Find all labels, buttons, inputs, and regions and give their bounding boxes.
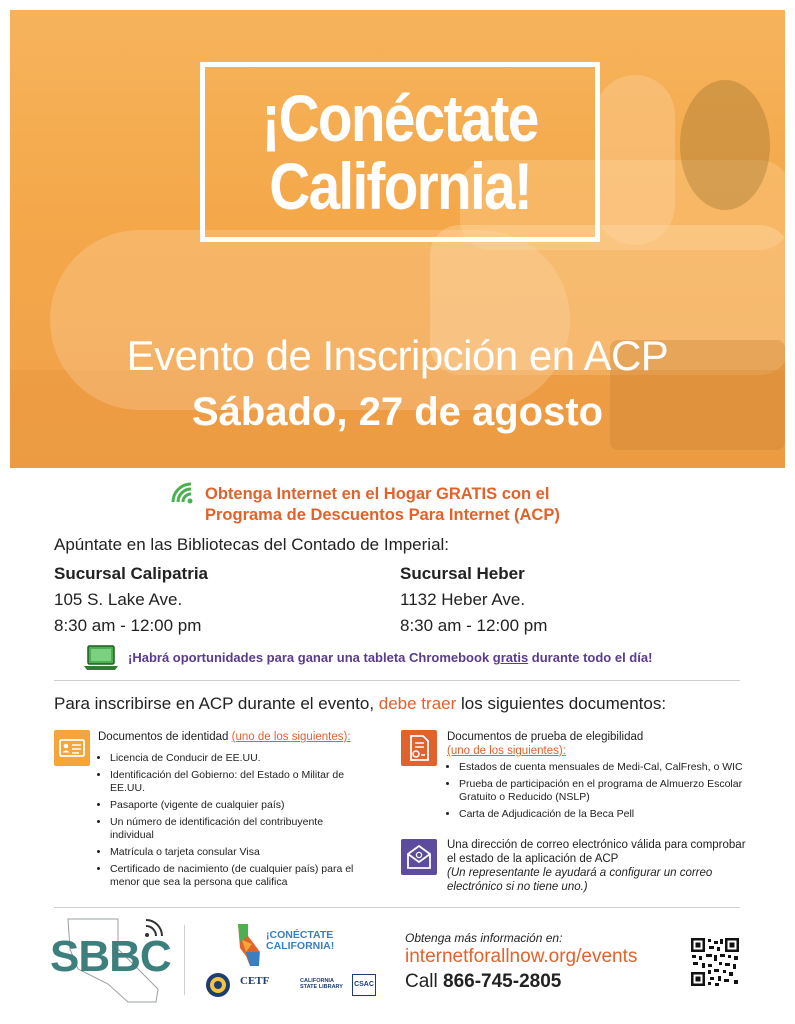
list-item: • Un número de identificación del contribuyente individual: [110, 816, 368, 842]
email-requirement: [447, 838, 747, 894]
state-seal-icon: [205, 972, 231, 998]
list-item: • Pasaporte (vigente de cualquier país): [110, 799, 368, 812]
list-item: • Identificación del Gobierno: del Estado o Militar de EE.UU.: [110, 769, 368, 795]
branch-address: 105 S. Lake Ave.: [54, 590, 183, 609]
divider-bottom: [54, 907, 740, 908]
cc-logo-line-2: CALIFORNIA!: [266, 940, 335, 952]
eligibility-title-sub: (uno de los siguientes):: [447, 745, 566, 757]
csac-logo: CSAC: [352, 974, 376, 996]
plant-shape: [680, 80, 770, 210]
conectate-california-logo-text: [266, 930, 334, 952]
email-requirement-note: (Un representante le ayudará a configurar un correo electrónico si no tiene uno.): [447, 867, 713, 893]
documents-heading: [54, 694, 666, 714]
branch-hours: 8:30 am - 12:00 pm: [54, 616, 202, 635]
chromebook-text-free: gratis: [492, 650, 529, 665]
documents-heading-after: los siguientes documentos:: [456, 694, 667, 713]
eligibility-documents-list: [447, 761, 747, 825]
csl-line-2: STATE LIBRARY: [300, 984, 343, 990]
email-icon: [401, 839, 437, 875]
identity-documents-list: [98, 752, 368, 893]
promo-text: [205, 484, 645, 526]
id-card-icon: [54, 730, 90, 766]
branch-hours: 8:30 am - 12:00 pm: [400, 616, 548, 635]
branch-name: Sucursal Calipatria: [54, 564, 209, 583]
divider-top: [54, 680, 740, 681]
event-title: Evento de Inscripción en ACP: [126, 332, 669, 379]
branch-address: 1132 Heber Ave.: [400, 590, 526, 609]
title-line-2: California!: [269, 149, 531, 223]
title-box: [200, 62, 600, 242]
chromebook-text: [128, 650, 652, 665]
conectate-california-logo-icon: [234, 922, 264, 968]
intro-text: Apúntate en las Bibliotecas del Contado de Imperial:: [54, 535, 450, 554]
list-item: • Matrícula o tarjeta consular Visa: [110, 846, 368, 859]
document-certificate-icon: [401, 730, 437, 766]
documents-heading-highlight: debe traer: [378, 694, 457, 713]
documents-heading-before: Para inscribirse en ACP durante el evento,: [54, 694, 379, 713]
qr-code-icon[interactable]: [690, 937, 740, 987]
identity-title-sub: (uno de los siguientes):: [231, 731, 351, 743]
eligibility-title-text: Documentos de prueba de elegibilidad: [447, 731, 644, 743]
branch-calipatria: [54, 561, 208, 639]
phone-number[interactable]: [405, 971, 561, 993]
chromebook-text-after: durante todo el día!: [528, 650, 653, 665]
chromebook-text-before: ¡Habrá oportunidades para ganar una tableta Chromebook: [128, 650, 493, 665]
info-label: Obtenga más información en:: [405, 931, 563, 945]
branch-heber: [400, 561, 547, 639]
promo-line-1: Obtenga Internet en el Hogar GRATIS con el: [205, 485, 550, 503]
event-date: Sábado, 27 de agosto: [191, 390, 604, 434]
footer-separator: [184, 925, 185, 995]
hero-banner: [10, 10, 785, 468]
cc-logo-line-1: ¡CONÉCTATE: [266, 929, 334, 941]
girl-shape: [50, 230, 570, 410]
events-url-link[interactable]: internetforallnow.org/events: [405, 946, 638, 967]
cetf-logo: CETF: [240, 975, 270, 987]
list-item: • Prueba de participación en el programa de Almuerzo Escolar Gratuito o Reducido (NSLP): [459, 778, 747, 804]
california-state-library-logo: [300, 978, 343, 990]
identity-title-text: Documentos de identidad: [98, 731, 232, 743]
branch-name: Sucursal Heber: [400, 564, 525, 583]
list-item: • Estados de cuenta mensuales de Medi-Cal, CalFresh, o WIC: [459, 761, 747, 774]
list-item: • Carta de Adjudicación de la Beca Pell: [459, 808, 747, 821]
eligibility-documents-title: [447, 730, 643, 758]
wifi-icon: [170, 481, 198, 505]
list-item: • Licencia de Conducir de EE.UU.: [110, 752, 368, 765]
email-requirement-text: Una dirección de correo electrónico válida para comprobar el estado de la aplicación de ACP: [447, 839, 746, 865]
phone-number-value: 866-745-2805: [443, 971, 562, 992]
promo-line-2: Programa de Descuentos Para Internet (ACP): [205, 506, 560, 524]
title-line-1: ¡Conéctate: [261, 81, 539, 155]
person-shape: [595, 75, 675, 245]
sbbc-logo-text: SBBC: [50, 932, 171, 981]
laptop-icon: [83, 644, 119, 672]
csl-line-1: CALIFORNIA: [300, 978, 334, 984]
identity-documents-title: [98, 730, 351, 744]
call-label: Call: [405, 971, 444, 992]
list-item: • Certificado de nacimiento (de cualquier país) para el menor que sea la persona que califica: [110, 863, 368, 889]
